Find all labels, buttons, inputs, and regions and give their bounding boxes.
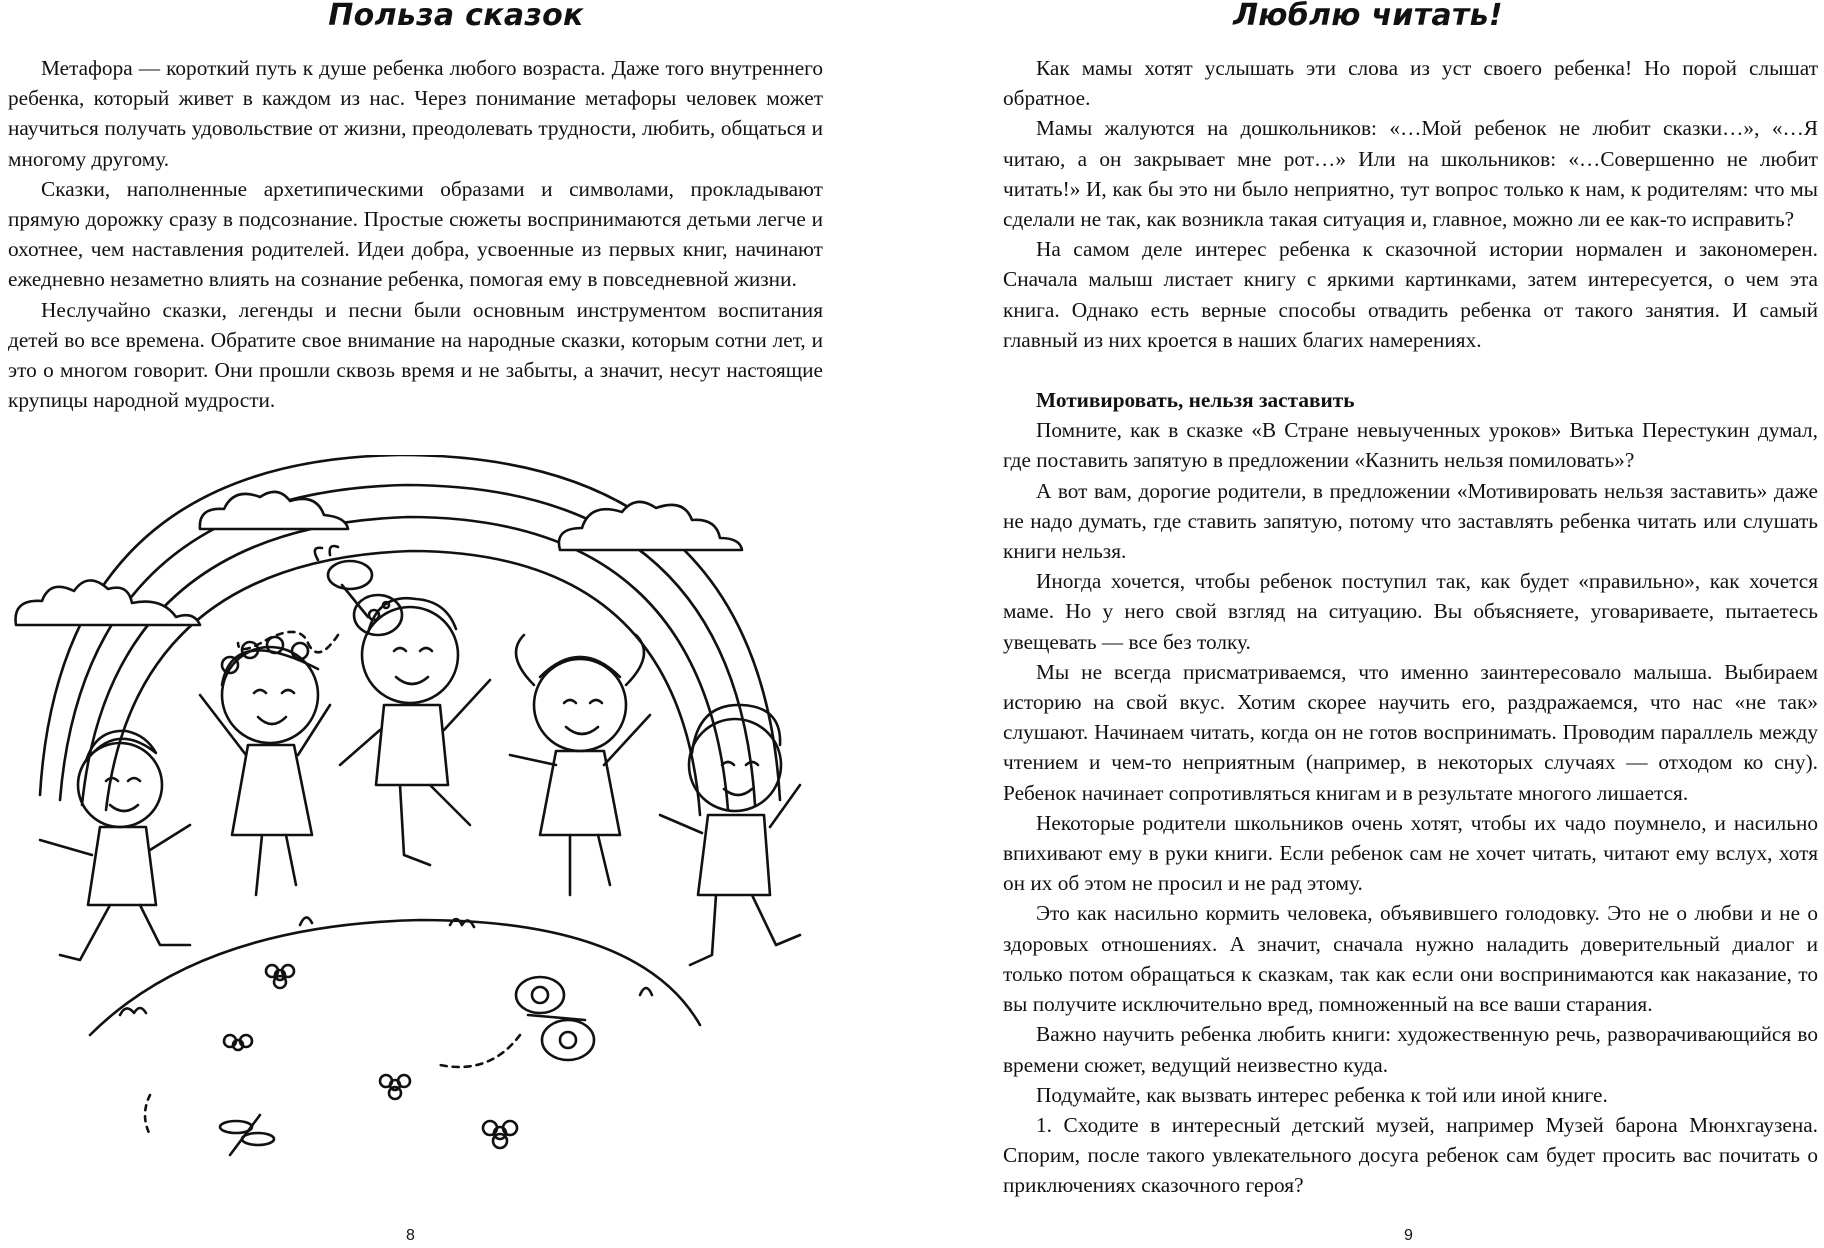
page-title: Польза сказок (328, 0, 584, 33)
paragraph: Важно научить ребенка любить книги: художественную речь, разворачивающийся во времени сюжет, ведущий неизвестно куда. (1003, 1022, 1818, 1077)
flower (483, 1121, 517, 1148)
paragraph: На самом деле интерес ребенка к сказочной истории нормален и закономерен. Сначала малыш листает книгу с яркими картинками, затем интересуется, о чем эта книга. Однако есть верные способы отвадить ребенка от такого занятия. И самый главный из них кроется в наших благих намерениях. (1003, 237, 1818, 352)
child-boy-middle (340, 598, 490, 865)
paragraph: А вот вам, дорогие родители, в предложении «Мотивировать нельзя заставить» даже не надо думать, где ставить запятую, потому что заставлять ребенка читать или слушать книги нельзя. (1003, 478, 1818, 564)
body-text (1003, 53, 1818, 1201)
paragraph: 1. Сходите в интересный детский музей, например Музей барона Мюнхгаузена. Спорим, после такого увлекательного досуга ребенок сам будет просить вас почитать о приключениях сказочного героя? (1003, 1112, 1818, 1198)
hill (90, 917, 700, 1035)
cloud (559, 502, 742, 550)
child-girl-flowers (200, 637, 330, 895)
paragraph: Помните, как в сказке «В Стране невыученных уроков» Витька Перестукин думал, где поставить запятую в предложении «Казнить нельзя помиловать»? (1003, 418, 1818, 473)
flower (380, 1075, 410, 1099)
section-heading: Мотивировать, нельзя заставить (1036, 388, 1355, 413)
flower (266, 965, 294, 988)
paragraph: Как мамы хотят услышать эти слова из уст своего ребенка! Но порой слышат обратное. (1003, 56, 1818, 111)
body-text (8, 53, 823, 415)
page-title: Люблю читать! (1233, 0, 1503, 33)
paragraph: Это как насильно кормить человека, объявившего голодовку. Это не о любви и не о здоровых отношениях. А значит, сначала нужно наладить доверительный диалог и только потом обращаться к сказкам, так как если они воспринимаются как наказание, то вы получите исключительно вред, помноженный на все ваши старания. (1003, 901, 1818, 1017)
right-page (912, 0, 1824, 1248)
paragraph: Иногда хочется, чтобы ребенок поступил так, как будет «правильно», как хочется маме. Но у него свой взгляд на ситуацию. Вы объясняете, уговариваете, пытаетесь увещевать — все без толку. (1003, 569, 1818, 654)
cloud (200, 492, 348, 529)
paragraph: Метафора — короткий путь к душе ребенка любого возраста. Даже того внутреннего ребенка, который живет в каждом из нас. Через понимание метафоры человек может научиться получать удовольствие от жизни, преодолевать трудности, любить, общаться и многому другому. (8, 56, 823, 171)
paragraph: Мамы жалуются на дошкольников: «…Мой ребенок не любит сказки…», «…Я читаю, а он закрывает мне рот…» Или на школьников: «…Совершенно не любит читать!» И, как бы это ни было неприятно, тут вопрос только к нам, к родителям: что мы сделали не так, как возникла такая ситуация и, главное, можно ли ее как-то исправить? (1003, 116, 1818, 232)
page-number: 9 (1404, 1227, 1413, 1244)
paragraph: Неслучайно сказки, легенды и песни были основным инструментом воспитания детей во все времена. Обратите свое внимание на народные сказки, которым сотни лет, и это о многом говорит. Они прошли сквозь время и не забыты, а значит, несут настоящие крупицы народной мудрости. (8, 297, 823, 413)
paragraph: Мы не всегда присматриваемся, что именно заинтересовало малыша. Выбираем историю на свой вкус. Хотим скорее научить его, раздражаемся, что нас «не так» слушают. Начинаем читать, когда он не готов воспринимать. Проводим параллель между чтением и чем-то неприятным (например, в некоторых случаях — отходом ко сну). Ребенок начинает сопротивляться книгам и в результате многого лишается. (1003, 659, 1818, 805)
cloud (16, 580, 200, 625)
paragraph: Некоторые родители школьников очень хотят, чтобы их чадо поумнело, и насильно впихивают ему в руки книги. Если ребенок сам не хочет читать, читают ему вслух, хотя он их об этом не просил и не рад этому. (1003, 810, 1818, 896)
paragraph: Подумайте, как вызвать интерес ребенка к той или иной книге. (1036, 1082, 1608, 1107)
page-number: 8 (406, 1227, 415, 1244)
butterfly (440, 977, 594, 1067)
child-boy-left (40, 731, 190, 960)
paragraph: Сказки, наполненные архетипическими образами и символами, прокладывают прямую дорожку сразу в подсознание. Простые сюжеты воспринимаются детьми легче и охотнее, чем наставления родителей. Идеи добра, усвоенные из первых книг, начинают ежедневно незаметно влиять на сознание ребенка, помогая ему в повседневной жизни. (8, 176, 823, 292)
flower (224, 1035, 252, 1050)
children-rainbow-illustration (0, 455, 912, 1215)
child-girl-pigtails (510, 635, 650, 895)
child-boy-right (660, 705, 800, 965)
dragonfly (145, 1095, 274, 1155)
